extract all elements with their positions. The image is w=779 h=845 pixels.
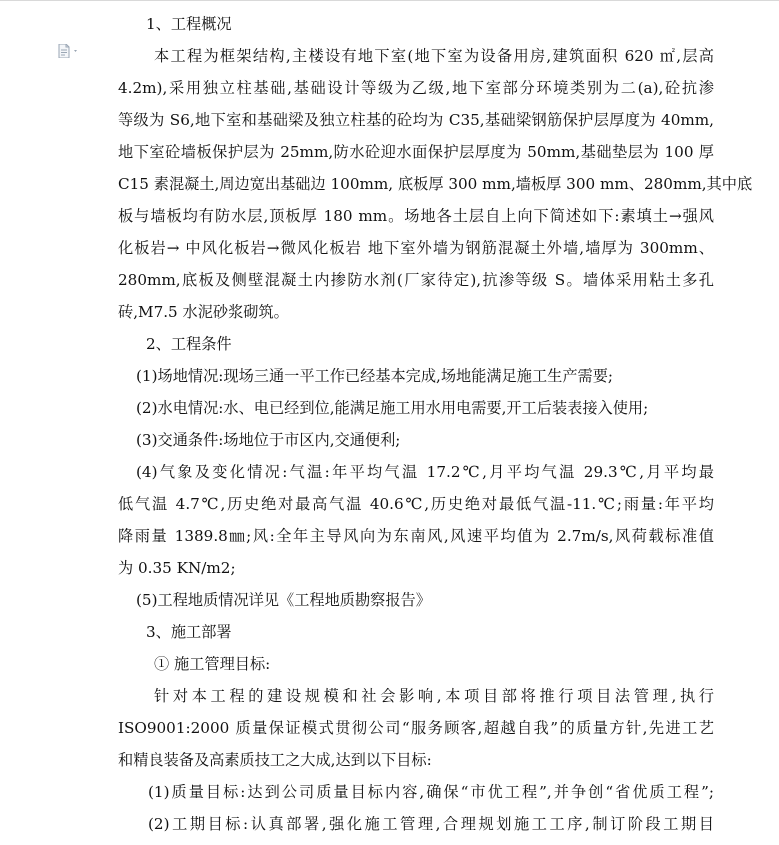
list-item: (3)交通条件:场地位于市区内,交通便利;	[136, 431, 401, 449]
paragraph-line: 砖,M7.5 水泥砂浆砌筑。	[118, 303, 289, 321]
list-item: (2)水电情况:水、电已经到位,能满足施工用水用电需要,开工后装表接入使用;	[136, 399, 649, 417]
paragraph-line: 板与墙板均有防水层,顶板厚 180 mm。场地各土层自上向下简述如下:素填土→强风	[118, 207, 714, 225]
list-item: (2)工期目标:认真部署,强化施工管理,合理规划施工工序,制订阶段工期目	[148, 815, 714, 833]
list-item-continuation: 为 0.35 KN/m2;	[118, 559, 236, 577]
page-top-border	[0, 0, 779, 1]
document-icon[interactable]	[58, 44, 82, 58]
section-heading: 3、施工部署	[146, 623, 232, 641]
paragraph-line: 280mm,底板及侧壁混凝土内掺防水剂(厂家待定),抗渗等级 S。墙体采用粘土多孔	[118, 271, 714, 289]
paragraph-line: 本工程为框架结构,主楼设有地下室(地下室为设备用房,建筑面积 620 ㎡,层高	[154, 47, 714, 65]
document-page	[118, 8, 753, 840]
paragraph-line: 4.2m),采用独立柱基础,基础设计等级为乙级,地下室部分环境类别为二(a),砼抗渗	[118, 79, 714, 97]
paragraph-line: ISO9001:2000 质量保证模式贯彻公司“服务顾客,超越自我”的质量方针,先进工艺	[118, 719, 714, 737]
list-item-continuation: 低气温 4.7℃,历史绝对最高气温 40.6℃,历史绝对最低气温-11.℃;雨量:年平均	[118, 495, 714, 513]
section-heading: 2、工程条件	[146, 335, 232, 353]
paragraph-line: 化板岩→ 中风化板岩→微风化板岩 地下室外墙为钢筋混凝土外墙,墙厚为 300mm、	[118, 239, 714, 257]
paragraph-line: C15 素混凝土,周边宽出基础边 100mm, 底板厚 300 mm,墙板厚 300 mm、280mm,其中底	[118, 175, 753, 193]
list-item: (1)质量目标:达到公司质量目标内容,确保“市优工程”,并争创“省优质工程”;	[148, 783, 714, 801]
paragraph-line: 地下室砼墙板保护层为 25mm,防水砼迎水面保护层厚度为 50mm,基础垫层为 100 厚	[118, 143, 714, 161]
paragraph-line: 和精良装备及高素质技工之大成,达到以下目标:	[118, 751, 432, 769]
subsection-heading: ① 施工管理目标:	[154, 655, 271, 673]
list-item: (1)场地情况:现场三通一平工作已经基本完成,场地能满足施工生产需要;	[136, 367, 614, 385]
list-item-continuation: 降雨量 1389.8㎜;风:全年主导风向为东南风,风速平均值为 2.7m/s,风荷载标准值	[118, 527, 714, 545]
paragraph-line: 等级为 S6,地下室和基础梁及独立柱基的砼均为 C35,基础梁钢筋保护层厚度为 40mm,	[118, 111, 714, 129]
paragraph-line: 针对本工程的建设规模和社会影响,本项目部将推行项目法管理,执行	[154, 687, 714, 705]
list-item: (4)气象及变化情况:气温:年平均气温 17.2℃,月平均气温 29.3℃,月平均最	[136, 463, 714, 481]
section-heading: 1、工程概况	[146, 15, 232, 33]
list-item: (5)工程地质情况详见《工程地质勘察报告》	[136, 591, 431, 609]
